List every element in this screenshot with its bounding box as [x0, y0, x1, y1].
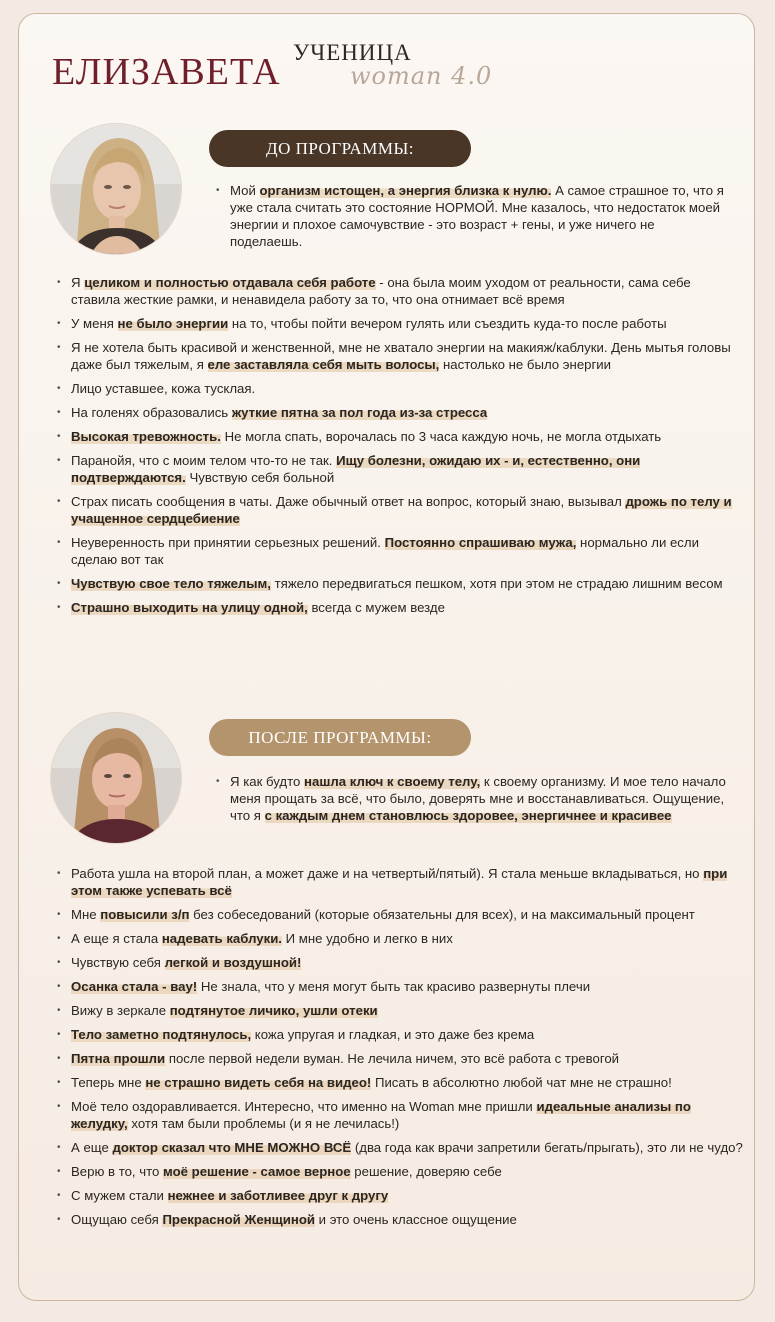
item-text: Теперь мне	[71, 1075, 146, 1090]
after-item	[57, 930, 747, 947]
highlight-text: не было энергии	[117, 316, 229, 331]
item-text: Чувствую себя	[71, 955, 165, 970]
item-text: (два года как врачи запретили бегать/прыгать), это ли не чудо?	[351, 1140, 743, 1155]
highlight-text: Постоянно спрашиваю мужа,	[384, 535, 577, 550]
item-text: после первой недели вуман. Не лечила ничем, это всё работа с тревогой	[165, 1051, 620, 1066]
item-text: У меня	[71, 316, 118, 331]
item-text: - она была моим уходом от реальности, сама себе ставила жесткие рамки, и ненавидела работу за то, что она отнимает всё время	[71, 275, 691, 307]
before-item	[57, 452, 737, 486]
highlight-text: Ищу болезни, ожидаю их - и, естественно, они подтверждаются.	[71, 453, 641, 485]
before-item	[57, 380, 737, 397]
after-intro-list	[216, 773, 726, 831]
item-text: хотя там были проблемы (и я не лечилась!)	[127, 1116, 400, 1131]
highlight-text: еле заставляла себя мыть волосы,	[207, 357, 440, 372]
avatar-after	[50, 712, 182, 844]
before-item	[57, 274, 737, 308]
item-text: Не могла спать, ворочалась по 3 часа каждую ночь, не могла отдыхать	[220, 429, 662, 444]
item-text: Неуверенность при принятии серьезных решений.	[71, 535, 385, 550]
item-text: Верю в то, что	[71, 1164, 164, 1179]
before-item	[57, 315, 737, 332]
highlight-text: нашла ключ к своему телу,	[304, 774, 481, 789]
after-item	[57, 865, 747, 899]
student-subtitle: УЧЕНИЦА	[293, 40, 412, 65]
before-list	[57, 274, 737, 623]
item-text: И мне удобно и легко в них	[281, 931, 453, 946]
highlight-text: с каждым днем становлюсь здоровее, энергичнее и красивее	[264, 808, 672, 823]
item-text: на то, чтобы пойти вечером гулять или съездить куда-то после работы	[228, 316, 667, 331]
highlight-text: жуткие пятна за пол года из-за стресса	[231, 405, 488, 420]
before-item	[57, 404, 737, 421]
highlight-text: надевать каблуки.	[161, 931, 282, 946]
item-text: С мужем стали	[71, 1188, 168, 1203]
student-name: ЕЛИЗАВЕТА	[52, 51, 281, 93]
after-item	[57, 1139, 747, 1156]
item-text: Вижу в зеркале	[71, 1003, 170, 1018]
after-item	[57, 1050, 747, 1067]
highlight-text: при этом также успевать всё	[71, 866, 728, 898]
item-text: Я как будто	[230, 774, 305, 789]
after-item	[57, 1074, 747, 1091]
highlight-text: организм истощен, а энергия близка к нулю.	[259, 183, 552, 198]
highlight-text: не страшно видеть себя на видео!	[145, 1075, 372, 1090]
highlight-text: идеальные анализы по желудку,	[71, 1099, 691, 1131]
before-item	[57, 575, 737, 592]
item-text: Работа ушла на второй план, а может даже и на четвертый/пятый). Я стала меньше вкладываться, но	[71, 866, 704, 881]
item-text: нормально ли если сделаю вот так	[71, 535, 699, 567]
highlight-text: целиком и полностью отдавала себя работе	[84, 275, 376, 290]
highlight-text: подтянутое личико, ушли отеки	[169, 1003, 378, 1018]
item-text: А еще	[71, 1140, 113, 1155]
highlight-text: Тело заметно подтянулось,	[71, 1027, 252, 1042]
after-item	[57, 1098, 747, 1132]
highlight-text: дрожь по телу и учащенное сердцебиение	[71, 494, 732, 526]
highlight-text: Чувствую свое тело тяжелым,	[71, 576, 271, 591]
item-text: и это очень классное ощущение	[315, 1212, 517, 1227]
after-program-badge: ПОСЛЕ ПРОГРАММЫ:	[209, 719, 471, 756]
item-text: настолько не было энергии	[439, 357, 612, 372]
highlight-text: Прекрасной Женщиной	[162, 1212, 316, 1227]
before-intro-list	[216, 182, 726, 257]
item-text: всегда с мужем везде	[307, 600, 445, 615]
item-text: к своему организму. И мое тело начало меня прощать за всё, что было, доверять мне и восстанавливаться. Ощущение, что я	[230, 774, 726, 823]
after-item	[57, 954, 747, 971]
highlight-text: Осанка стала - вау!	[71, 979, 198, 994]
after-list	[57, 865, 747, 1235]
highlight-text: Страшно выходить на улицу одной,	[71, 600, 308, 615]
before-item	[57, 428, 737, 445]
before-item	[57, 339, 737, 373]
item-text: без собеседований (которые обязательны для всех), и на максимальный процент	[189, 907, 695, 922]
item-text: Мой	[230, 183, 260, 198]
item-text: Ощущаю себя	[71, 1212, 163, 1227]
highlight-text: Пятна прошли	[71, 1051, 166, 1066]
before-intro-item	[216, 182, 726, 250]
item-text: А самое страшное то, что я уже стала считать это состояние НОРМОЙ. Мне казалось, что недостаток моей энергии и плохое самочувствие - это возраст + гены, и уже ничего не поделаешь.	[230, 183, 724, 249]
item-text: Страх писать сообщения в чаты. Даже обычный ответ на вопрос, который знаю, вызывал	[71, 494, 626, 509]
item-text: решение, доверяю себе	[350, 1164, 502, 1179]
item-text: кожа упругая и гладкая, и это даже без крема	[251, 1027, 535, 1042]
before-item	[57, 599, 737, 616]
item-text: Мне	[71, 907, 101, 922]
highlight-text: легкой и воздушной!	[164, 955, 302, 970]
highlight-text: моё решение - самое верное	[163, 1164, 351, 1179]
item-text: тяжело передвигаться пешком, хотя при этом не страдаю лишним весом	[270, 576, 723, 591]
highlight-text: доктор сказал что МНЕ МОЖНО ВСЁ	[112, 1140, 352, 1155]
before-program-badge: ДО ПРОГРАММЫ:	[209, 130, 471, 167]
after-item	[57, 906, 747, 923]
item-text: Лицо уставшее, кожа тусклая.	[71, 381, 256, 396]
after-intro-item	[216, 773, 726, 824]
after-item	[57, 1163, 747, 1180]
item-text: Моё тело оздоравливается. Интересно, что именно на Woman мне пришли	[71, 1099, 537, 1114]
avatar-before	[50, 123, 182, 255]
item-text: На голенях образовались	[71, 405, 232, 420]
highlight-text: Высокая тревожность.	[71, 429, 221, 444]
item-text: А еще я стала	[71, 931, 162, 946]
before-item	[57, 493, 737, 527]
item-text: Писать в абсолютно любой чат мне не страшно!	[371, 1075, 672, 1090]
program-name: woman 4.0	[350, 62, 493, 90]
after-item	[57, 1211, 747, 1228]
highlight-text: нежнее и заботливее друг к другу	[167, 1188, 389, 1203]
item-text: Я не хотела быть красивой и женственной, мне не хватало энергии на макияж/каблуки. День мытья головы даже был тяжелым, я	[71, 340, 731, 372]
after-item	[57, 1002, 747, 1019]
item-text: Я	[71, 275, 85, 290]
item-text: Не знала, что у меня могут быть так красиво развернуты плечи	[197, 979, 591, 994]
before-item	[57, 534, 737, 568]
item-text: Паранойя, что с моим телом что-то не так.	[71, 453, 337, 468]
after-item	[57, 1187, 747, 1204]
highlight-text: повысили з/п	[100, 907, 190, 922]
item-text: Чувствую себя больной	[185, 470, 335, 485]
after-item	[57, 1026, 747, 1043]
after-item	[57, 978, 747, 995]
